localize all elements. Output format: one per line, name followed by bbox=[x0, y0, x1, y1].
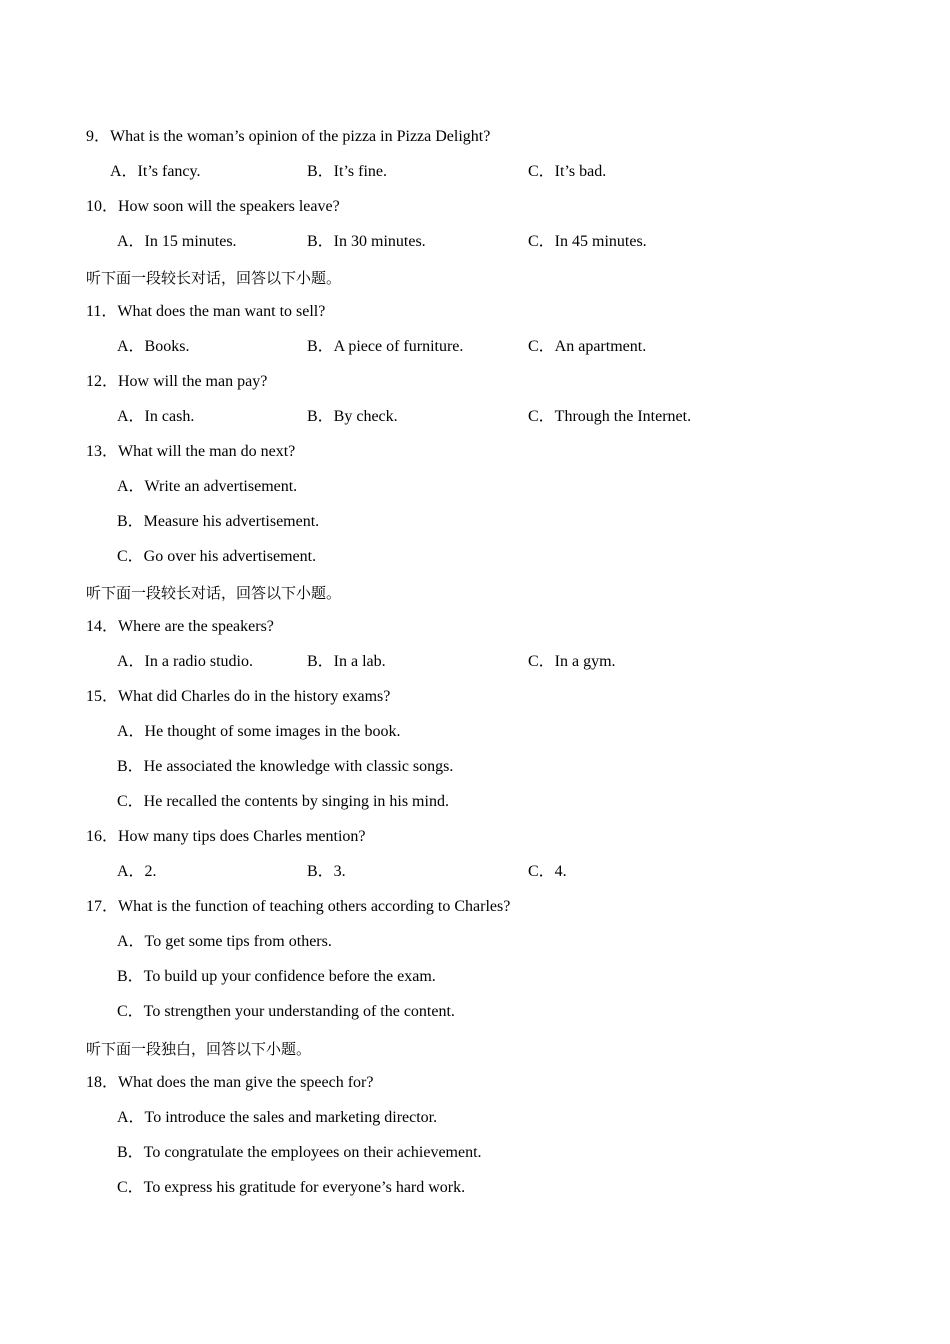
question-17-option-a: A．To get some tips from others. bbox=[117, 933, 332, 950]
question-12-option-b: B．By check. bbox=[307, 408, 398, 425]
question-15-option-c: C．He recalled the contents by singing in his mind. bbox=[117, 793, 449, 810]
question-13-option-c: C．Go over his advertisement. bbox=[117, 548, 317, 565]
question-9-stem: 9．What is the woman’s opinion of the pizza in Pizza Delight? bbox=[86, 128, 491, 145]
question-18-option-c: C．To express his gratitude for everyone’s hard work. bbox=[117, 1179, 466, 1196]
question-16-stem: 16．How many tips does Charles mention? bbox=[86, 828, 366, 845]
question-10-option-b: B．In 30 minutes. bbox=[307, 233, 426, 250]
question-15-option-a: A．He thought of some images in the book. bbox=[117, 723, 401, 740]
question-14-option-b: B．In a lab. bbox=[307, 653, 386, 670]
question-13-stem: 13．What will the man do next? bbox=[86, 443, 296, 460]
question-16-option-b: B．3. bbox=[307, 863, 346, 880]
section-instruction-1: 听下面一段较长对话，回答以下小题。 bbox=[86, 269, 342, 287]
question-9-option-c: C．It’s bad. bbox=[528, 163, 607, 180]
question-11-stem: 11．What does the man want to sell? bbox=[86, 303, 326, 320]
question-10-option-c: C．In 45 minutes. bbox=[528, 233, 647, 250]
question-11-option-a: A．Books. bbox=[117, 338, 190, 355]
question-17-option-c: C．To strengthen your understanding of the content. bbox=[117, 1003, 455, 1020]
question-17-stem: 17．What is the function of teaching others according to Charles? bbox=[86, 898, 511, 915]
question-12-option-c: C．Through the Internet. bbox=[528, 408, 692, 425]
question-11-option-b: B．A piece of furniture. bbox=[307, 338, 464, 355]
question-18-stem: 18．What does the man give the speech for? bbox=[86, 1074, 374, 1091]
question-10-option-a: A．In 15 minutes. bbox=[117, 233, 237, 250]
section-instruction-2: 听下面一段较长对话，回答以下小题。 bbox=[86, 584, 342, 602]
question-14-option-c: C．In a gym. bbox=[528, 653, 616, 670]
question-12-stem: 12．How will the man pay? bbox=[86, 373, 268, 390]
section-instruction-3: 听下面一段独白，回答以下小题。 bbox=[86, 1040, 312, 1058]
question-16-option-a: A．2. bbox=[117, 863, 157, 880]
question-18-option-b: B．To congratulate the employees on their achievement. bbox=[117, 1144, 482, 1161]
question-15-stem: 15．What did Charles do in the history exams? bbox=[86, 688, 391, 705]
question-16-option-c: C．4. bbox=[528, 863, 567, 880]
question-14-option-a: A．In a radio studio. bbox=[117, 653, 253, 670]
question-9-option-b: B．It’s fine. bbox=[307, 163, 387, 180]
question-11-option-c: C．An apartment. bbox=[528, 338, 647, 355]
question-14-stem: 14．Where are the speakers? bbox=[86, 618, 274, 635]
question-18-option-a: A．To introduce the sales and marketing director. bbox=[117, 1109, 438, 1126]
question-9-option-a: A．It’s fancy. bbox=[110, 163, 201, 180]
question-12-option-a: A．In cash. bbox=[117, 408, 195, 425]
question-10-stem: 10．How soon will the speakers leave? bbox=[86, 198, 340, 215]
question-15-option-b: B．He associated the knowledge with classic songs. bbox=[117, 758, 454, 775]
question-17-option-b: B．To build up your confidence before the exam. bbox=[117, 968, 436, 985]
question-13-option-a: A．Write an advertisement. bbox=[117, 478, 298, 495]
question-13-option-b: B．Measure his advertisement. bbox=[117, 513, 320, 530]
